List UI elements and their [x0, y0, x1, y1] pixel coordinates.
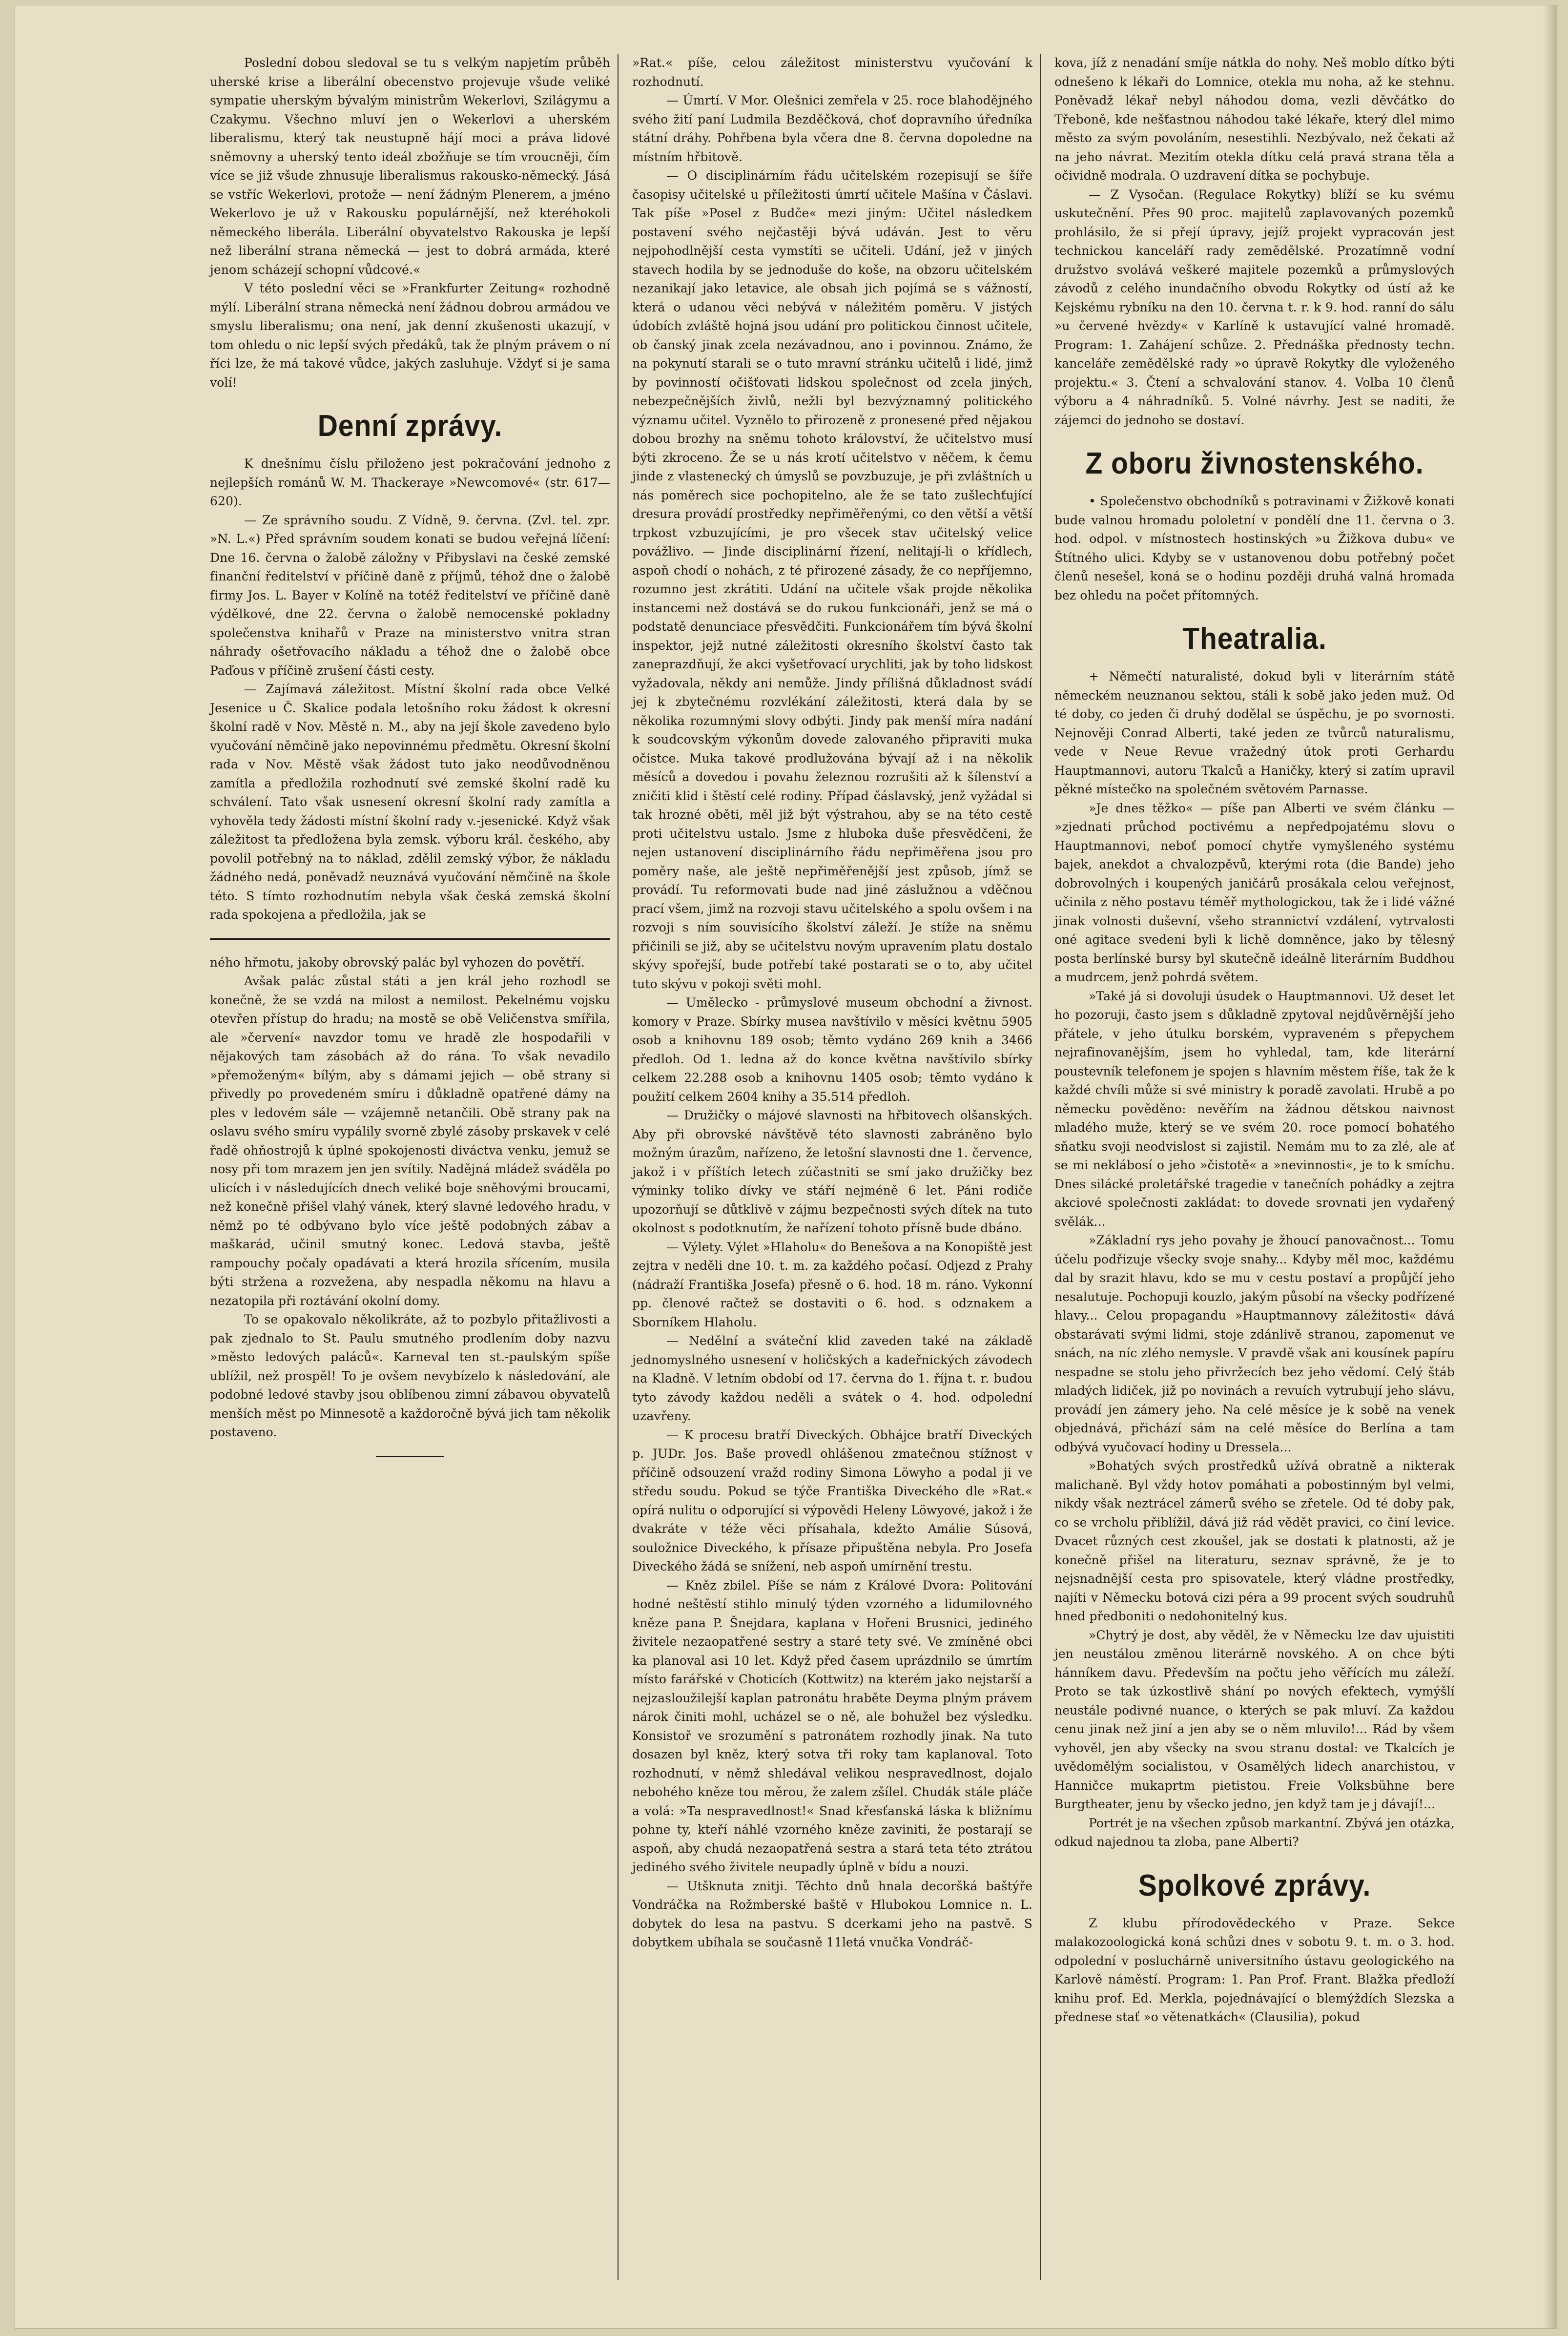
- article-paragraph: To se opakovalo několikráte, až to pozbylo přitažlivosti a pak zjednalo to St. Paulu smutného prodlením doby nazvu »město ledových paláců«. Karneval ten st.-paulským spíše ublížil, než prospěl! To je ovšem nevybízelo k následování, ale podobné ledové stavby jsou oblíbenou zimní zábavou obyvatelů menších měst po Minnesotě a každoročně bývá jich tam několik postaveno.: [210, 1312, 610, 1439]
- article-paragraph: kova, jíž z nenadání smíje nátkla do nohy. Neš moblo dítko býti odnešeno k lékaři do Lomnice, otekla mu noha, až ke stehnu. Poněvadž lékař nebyl náhodou doma, vezli děvčátko do Třeboně, kde nešťastnou náhodou také lékaře, který dlel mimo město za svým povoláním, nesestihli. Nezbývalo, než čekati až na jeho návrat. Mezitím otekla dítku celá pravá strana těla a očividně modrala. O uzdravení dítka se pochybuje.: [1054, 56, 1455, 183]
- article-paragraph: — Nedělní a sváteční klid zaveden také na základě jednomyslného usnesení v holičských a kadeřnických závodech na Kladně. V letním období od 17. června do 1. října t. r. budou tyto závody každou neděli a svátek o 4. hod. odpolední uzavřeny.: [632, 1334, 1032, 1423]
- article-paragraph: • Společenstvo obchodníků s potravinami v Žižkově konati bude valnou hromadu pololetní v pondělí dne 11. června o 3. hod. odpol. v místnostech hostinských »u Žižkova dubu« ve Štítného ulici. Kdyby se v ustanovenou dobu potřebný počet členů nesešel, koná se o hodinu později druhá valná hromada bez ohledu na počet přítomných.: [1054, 494, 1455, 602]
- section-heading-denni-zpravy: Denní zprávy.: [317, 409, 503, 443]
- article-paragraph: Portrét je na všechen způsob markantní. Zbývá jen otázka, odkud najednou ta zloba, pane Alberti?: [1054, 1816, 1455, 1849]
- article-paragraph: + Němečtí naturalisté, dokud byli v literárním státě německém neuznanou sektou, stáli k sobě jako jeden muž. Od té doby, co jeden či druhý dodělal se úspěchu, je po svornosti. Nejnověji Conrad Alberti, také jeden ze tvůrců naturalismu, vede v Neue Revue vražedný útok proti Gerhardu Hauptmannovi, autoru Tkalců a Haničky, který si zatím upravil pěkné místečko na společném světovém Parnasse.: [1054, 669, 1455, 796]
- end-rule: [376, 1456, 444, 1457]
- article-paragraph: Avšak palác zůstal státi a jen král jeho rozhodl se konečně, že se vzdá na milost a nemilost. Pekelnému vojsku otevřen přístup do hradu; na mostě se obě Veličenstva smířila, ale »červení« navzdor tomu ve hradě zle hospodařili v nějakových tam zásobách až do rána. To však nevadilo »přemoženým« bílým, aby s dámami jejich — obě strany si přivedly po provedeném smíru i důkladně opatřené dámy na ples v ledovém sále — vzájemně netančili. Obě strany pak na oslavu svého smíru vypálily svorně zbylé zásoby prskavek v celé řadě ohňostrojů k úplné spokojenosti diváctva venku, jemuž se nosy při tom mrazem jen jen svítily. Nadějná mládež svádělа po ulicích i v následujících dnech veliké boje sněhovými brouсami, než konečně přišel vlahý vánek, který slavné ledového hradu, v němž po té odbývano bylo více ještě podobných zábav a maškarád, učinil smutný konec. Ledová stavba, ještě rampouchy počaly opadávati a která hrozila sřícením, musila býti stržena a rozvežena, aby nespadla někomu na hlavu a nezatopila při roztávání okolní domy.: [210, 974, 610, 1308]
- article-paragraph: — Družičky o májové slavnosti na hřbitovech olšanských. Aby při obrovské návštěvě této slavnosti zabráněno bylo možným úrazům, nařízeno, že letošní slavnosti dne 1. července, jakož i v příštích letech zúčastniti se smí jako družičky bez výminky toliko dívky ve stáří nejméně 6 let. Páni rodiče upozorňují se důtklivě v zájmu bezpečnosti svých dítek na tuto okolnost s podotknutím, že nařízení tohoto přísně bude dbáno.: [632, 1108, 1032, 1235]
- article-paragraph: — O disciplinárním řádu učitelském rozepisují se šíře časopisy učitelské u příležitosti úmrtí učitele Mašína v Čáslavi. Tak píše »Posel z Budče« mezi jiným: Učitel následkem postavení svého nejčastěji bývá udáván. Jest to věru nejpohodlnější cesta vymstíti se učiteli. Udání, jež v jiných stavech hodila by se jednoduše do koše, na obzoru učitelském nezanikají jako letavice, ale obsah jich pojímá se s vážností, která o udanou věci nebývá v náležitém poměru. V jistých údobích zvláště hojná jsou udání pro politickou činnost učitele, ob čanský jinak zcela nezávadnou, ano i povinnou. Známo, že na pokynutí starali se o tuto mravní stránku učitelů i lidé, jimž by povinností očišťovati lidskou společnost od zcela jiných, nebezpečnějších živlů, nežli byl bezvýznamný politického významu učitel. Vyznělo to přirozeně z pronesené před nějakou dobou brozhy na sněmu tohoto království, že učitelstvo musí býti zkroceno. Že se u nás krotí učitelstvo v něčem, k čemu jinde z vlastenecký ch úmyslů se povzbuzuje, je při zvláštních u nás poměrech sice pochopitelno, ale že se tato zušlechťující dresura provádí prostředky nepřiměřenými, co den větší a větší trpkost vzbuzujícími, je pro všecek stav učitelský velice povážlivo. — Jinde disciplinární řízení, nelitají-li o křídlech, aspoň chodí o nohách, z té přirozené zásady, že co nepříjemno, rozumno jest zkrátiti. Udání na učitele však projde několika instancemi než dostává se do rukou funkcionáři, jenž se má o podstatě denunciace přesvědčiti. Funkcionářem tím bývá školní inspektor, jejž nutné záležitosti okresního školství často tak zaneprazdňují, že akci vyšetřovací urychliti, jak by toho lidskost vyžadovala, někdy ani nemůže. Jindy přílišná důkladnost svádí jej k zbytečnému rozvlékání záležitosti, která dala by se několika rozumnými slovy odbýti. Jindy pak menší míra nadání k soudcovským výkonům dovede zalovaného připraviti muka očistce. Muka takové prodlužována bývají až i na několik měsíců a dovedou i povahu železnou rozrušiti až k šílenství a zničiti klid i štěstí celé rodiny. Případ čáslavský, jenž vyžádal si tak hrozné oběti, měl již být výstrahou, aby se na této cestě proti učitelstvu ustalo. Jsme z hluboka duše přesvědčeni, že nejen ustanovení disciplinárního řádu nepřiměřena jsou pro poměry naše, ale ještě nepřiměřenější jest způsob, jímž se provádí. Tu reformovati bude nad jiné záslužnou a vděčnou prací všem, jimž na rozvoji stavu učitelského a spolu ovšem i na rozvoji s ním souvisícího školství záleží. Je stíže na sněmu přičinili se již, aby se učitelstvu novým upravením platu dostalo skývy spořejší, bude potřebí také postarati se o to, aby učitel tuto skývu v pokoji světi mohl.: [632, 168, 1032, 991]
- article-paragraph: ného hřmotu, jakoby obrovský palác byl vyhozen do povětří.: [210, 955, 585, 970]
- section-heading-z-oboru-zivnostenskeho: Z oboru živnostenského.: [1085, 447, 1424, 480]
- article-paragraph: »Chytrý je dost, aby věděl, že v Německu lze dav ujuistiti jen neustálou změnou literárně novského. A on chce býti hánníkem davu. Především na počtu jeho věřících mu záleží. Proto se tak úzkostlivě shání po nových efektech, vymýšlí neustále podivné nuance, o kterých se pak mluví. Za každou cenu jinak než jiní a jen aby se o něm mluvilo!... Rád by všem vyhověl, jen aby všecky na svou stranu dostal: ve Tkalcích je uvědomělým socialistou, v Osamělých lidech anarchistou, v Hanničce mukaprtm pietistou. Freie Volksbühne bere Burgtheater, jenu by všecko jedno, jen když tam je j dávají!...: [1054, 1628, 1455, 1811]
- article-paragraph: »Také já si dovoluji úsudek o Hauptmannovi. Už deset let ho pozoruji, často jsem s důkladně zpytoval nejdůvěrnější jeho přátele, v jeho útulku borském, vypraveném s přepychem nejrafinovanějším, jsem ho vyhledal, tam, kde literární poustevník telefonem je spojen s hlavním městem říše, tak že k každé chvíli může si své ministry k poradě zavolati. Hrubě a po německu pověděno: nevěřím na žádnou dětskou naivnost mladého muže, který se ve svém 20. roce pomocí bohatého sňatku svoji neodvislost si zajistil. Nemám mu to za zlé, ale ať se mi neklábosí o jeho »čistotě« a »nevinnosti«, je to k smíchu. Dnes silácké proletářské tragedie v tanečních pohádky a zejtra akciové společnosti zakládat: to dovede srovnati jen vydařený svělák...: [1054, 989, 1455, 1229]
- divider-rule: [210, 938, 610, 940]
- article-paragraph: — Z Vysočan. (Regulace Rokytky) blíží se ku svému uskutečnění. Přes 90 proc. majitelů zaplavovaných pozemků prohlásilo, že si přejí úpravy, jejíž projekt vypracován jest technickou kanceláří rady zemědělské. Prozatímně vodní družstvo svolává veškeré majitele pozemků a průmyslových závodů z celého inundačního obvodu Rokytky od ústí až ke Kejskému rybníku na den 10. června t. r. k 9. hod. ranní do sálu »u červené hvězdy« v Karlíně k ustavující valné hromadě. Program: 1. Zahájení schůze. 2. Přednáška přednosty techn. kanceláře zemědělské rady »o úpravě Rokytky dle vyloženého projektu.« 3. Čtení a schvalování stanov. 4. Volba 10 členů výboru a 4 náhradníků. 5. Volné návrhy. Jest se naditi, že zájemci do jednoho se dostaví.: [1054, 187, 1455, 427]
- article-paragraph: — Umělecko - průmyslové museum obchodní a živnost. komory v Praze. Sbírky musea navštívilo v měsíci květnu 5905 osob a knihovnu 189 osob; těmto vydáno 269 knih a 3466 předloh. Od 1. ledna až do konce května navštívilo sbírky celkem 22.288 osob a knihovnu 1405 osob; těmto vydáno k použití celkem 2604 knihy a 35.514 předloh.: [632, 995, 1032, 1104]
- section-heading-spolkove-zpravy: Spolkové zprávy.: [1138, 1868, 1371, 1902]
- article-paragraph: V této poslední věci se »Frankfurter Zeitung« rozhodně mýlí. Liberální strana německá není žádnou dobrou armádou ve smyslu liberalismu; ona není, jak denní zkušenosti ukazují, v tom ohledu o nic lepší svých předáků, tak že plným právem o ní říci lze, že má takové vůdce, jakých zasluhuje. Vždyť si je sama volí!: [210, 281, 610, 390]
- column-divider: [618, 54, 619, 2280]
- article-paragraph: — K procesu bratří Diveckých. Obhájce bratří Diveckých p. JUDr. Jos. Baše provedl ohlášenou zmatečnou stížnost v příčině odsouzení vražd rodiny Simona Löwyho a podal ji ve středu soudu. Pokud se týče Františka Diveckého dle »Rat.« opírá nulitu o odporující si výpovědi Heleny Löwyové, jakož i že dvakráte v téže věci přísahala, kdežto Amálie Súsová, souložnice Diveckého, k přísaze připuštěna nebyla. Pro Josefa Diveckého žádá se snížení, neb aspoň umírnění trestu.: [632, 1427, 1032, 1573]
- column-middle: [632, 54, 1032, 1952]
- article-paragraph: — Utšknuta znitji. Těchto dnů hnala decoršká baštýře Vondráčka na Rožmberské baště v Hlubokou Lomnice n. L. dobytek do lesa na pastvu. S dcerkami jeho na pastvě. S dobytkem ubíhala se současně 11letá vnučka Vondráč-: [632, 1879, 1032, 1949]
- article-paragraph: — Zajímavá záležitost. Místní školní rada obce Velké Jesenice u Č. Skalice podala letošního roku žádost k okresní školní radě v Nov. Městě n. M., aby na její škole zavedeno bylo vyučování němčině jako nepovinnému předmětu. Okresní školní rada v Nov. Městě však žádost tuto jako neodůvodněnou zamítla a předložila rozhodnutí své zemské školní radě ku schválení. Tato však usnesení okresní školní rady zamítla a vyhověla tedy žádosti místní školní rady v.-jesenické. Když však záležitost ta předložena byla zemsk. výboru král. českého, aby povolil potřebný na to náklad, zdělil zemský výbor, že nákladu žádného nedá, poněvadž neuznává vyučování němčině na škole této. S tímto rozhodnutím nebyla však česká zemská školní rada spokojena a předložila, jak se: [210, 682, 610, 922]
- article-paragraph: — Ze správního soudu. Z Vídně, 9. června. (Zvl. tel. zpr. »N. L.«) Před správním soudem konati se budou veřejná líčení: Dne 16. června o žalobě záložny v Přibyslavi na české zemské finanční ředitelství v příčině daně z příjmů, téhož dne o žalobě firmy Jos. L. Bayer v Kolíně na totéž ředitelství ve příčině daně výdělkové, dne 22. června o žalobě nemocenské pokladny společenstva knihařů v Praze na ministerstvo vnitra stran náhrady ošetřovacího nákladu a téhož dne o žalobě obce Paďous v příčině zrušení části cesty.: [210, 513, 610, 678]
- article-paragraph: Poslední dobou sledoval se tu s velkým napjetím průběh uherské krise a liberální obecenstvo projevuje všude veliké sympatie uherským bývalým ministrům Wekerlovi, Szilágymu a Czakymu. Všechno mluví jen o Wekerlovi a uherském liberalismu, který tak neustupně hájí moci a práva lidové sněmovny a uherský tento ideál zbožňuje se tím vroucněji, čím více se již všude zhnusuje liberalismus rakousko-německý. Jásá se vstříc Wekerlovi, protože — není žádným Plenerem, a jméno Wekerlovo je už v Rakousku populárnější, než kteréhokoli německého liberála. Liberální obyvatelstvo Rakouska je lepší než liberální strana německá — jest to dobrá armáda, které jenom scházejí schopní vůdcové.«: [210, 56, 610, 277]
- article-paragraph: »Rat.« píše, celou záležitost ministerstvu vyučování k rozhodnutí.: [632, 56, 1032, 89]
- article-paragraph: K dnešnímu číslu přiloženo jest pokračování jednoho z nejlepších románů W. M. Thackeraye »Newcomové« (str. 617—620).: [210, 456, 610, 508]
- page-edge-shadow: [1543, 5, 1557, 2328]
- article-paragraph: — Kněz zbilel. Píše se nám z Králové Dvora: Politování hodné neštěstí stihlo minulý týden vzorného a lidumilovného kněze pana P. Šnejdara, kaplana v Hořeni Brusnici, jediného živitele nezaopatřené sestry a staré tety své. Ve zmíněné obci ka planoval asi 10 let. Když před časem uprázdnilo se úmrtím místo farářské v Choticích (Kottwitz) na kterém jako nejstarší a nejzasloužilejší kaplan patronátu hraběte Deyma plným právem nárok činiti mohl, ucházel se o ně, ale bohužel bez výsledku. Konsistoř ve srozumění s patronátem rozhodly jinak. Na tuto dosazen byl kněz, který sotva tři roky tam kaplanoval. Toto rozhodnutí, v němž shledával velikou nespravedlnost, dojalo nebohého kněze tou měrou, že zalem zšílel. Chudák stále pláče a volá: »Ta nespravedlnost!« Snad křesťanská láska k bližnímu pohne ty, kteří náhlé vzorného kněze zaviniti, že postarají se aspoň, aby chudá nezaopatřená sestra a stará teta této ztrátou jediného svého živitele neupadly úplně v bídu a nouzi.: [632, 1578, 1032, 1874]
- column-right: [1054, 54, 1455, 2027]
- article-paragraph: Z klubu přírodovědeckého v Praze. Sekce malakozoologická koná schůzi dnes v sobotu 9. t. m. o 3. hod. odpolední v posluchárně universitního ústavu geologického na Karlově náměstí. Program: 1. Pan Prof. Frant. Blažka předloží knihu prof. Ed. Merkla, pojednávající o blemýždích Slezska a přednese stať »o větenatkách« (Clausilia), pokud: [1054, 1916, 1455, 2024]
- article-paragraph: »Bohatých svých prostředků užívá obratně a nikterak malichaně. Byl vždy hotov pomáhati a pobostinným byl velmi, nikdy však neztrácel zámerů svého se zřetele. Od té doby pak, co se vrcholu přiblížil, dává již rád vědět pravici, co činí levice. Dvacet různých cest zkoušel, jak se dostati k platnosti, až je konečně přišel na literaturu, seznav správně, že je to nejsnadnější cesta pro spisovatele, který vládne prostředky, najíti v Německu botová cizi péra a 99 procent svých soudruhů hned předboniti o nedohonitelný kus.: [1054, 1459, 1455, 1623]
- article-paragraph: — Úmrtí. V Mor. Olešnici zemřela v 25. roce blahodějného svého žití paní Ludmila Bezděčková, choť dopravního úředníka státní dráhy. Pohřbena byla včera dne 8. června dopoledne na místním hřbitově.: [632, 93, 1032, 164]
- article-paragraph: — Výlety. Výlet »Hlaholu« do Benešova a na Konopiště jest zejtra v neděli dne 10. t. m. za každého počasí. Odjezd z Prahy (nádraží Františka Josefa) přesně o 6. hod. 18 m. ráno. Vykonní pp. členové račtež se dostaviti o 6. hod. s odznakem a Sborníkem Hlaholu.: [632, 1240, 1032, 1329]
- column-divider: [1040, 54, 1041, 2280]
- article-paragraph: »Základní rys jeho povahy je žhoucí panovačnost... Tomu účelu podřizuje všecky svoje snahy... Kdyby měl moc, každému dal by srazit hlavu, kdo se mu v cestu postaví a propůjčí jeho nesalutuje. Pochopuji kouzlo, jakým působí na všecky podřízené hlavy... Celou propagandu »Hauptmannovy záležitosti« dává obstarávati svými lidmi, stoje zdánlivě stranou, zapomenut ve snách, na níc zlého nemysle. V pravdě však ani kousínek papíru nespadne se stolu jeho přivržecích bez jeho vědomí. Celý štáb mladých lidiček, již po novinách a revuích vytrubují jeho slávu, provádí jen zámery jeho. Na celé měsíce je k sobě na venek objednává, přichází sám na celé měsíce do Berlína a tam odbývá vyučovací hodiny u Dressela...: [1054, 1233, 1455, 1454]
- article-paragraph: »Je dnes těžko« — píše pan Alberti ve svém článku — »zjednati průchod poctivému a nepředpojatému slovu o Hauptmannovi, neboť pomocí chytře vymyšleného systému bajek, anekdot a chvalozpěvů, kterými rota (die Bande) jeho dobrovolných i koupených janičárů prosákala celou veřejnost, učinila z něho postavu téměř mythologickou, tak že i lidé vážné jinak volnosti duševní, všeho strannictví vzdálení, vytrvalosti oné agitace svedeni byli k lichě domněnce, jako by tělesný posta berlínské bursy byl skutečně ideálně literárním Buddhou a mudrcem, jenž pohrdá světem.: [1054, 801, 1455, 984]
- section-heading-theatralia: Theatralia.: [1182, 622, 1327, 656]
- column-left: [210, 54, 610, 1471]
